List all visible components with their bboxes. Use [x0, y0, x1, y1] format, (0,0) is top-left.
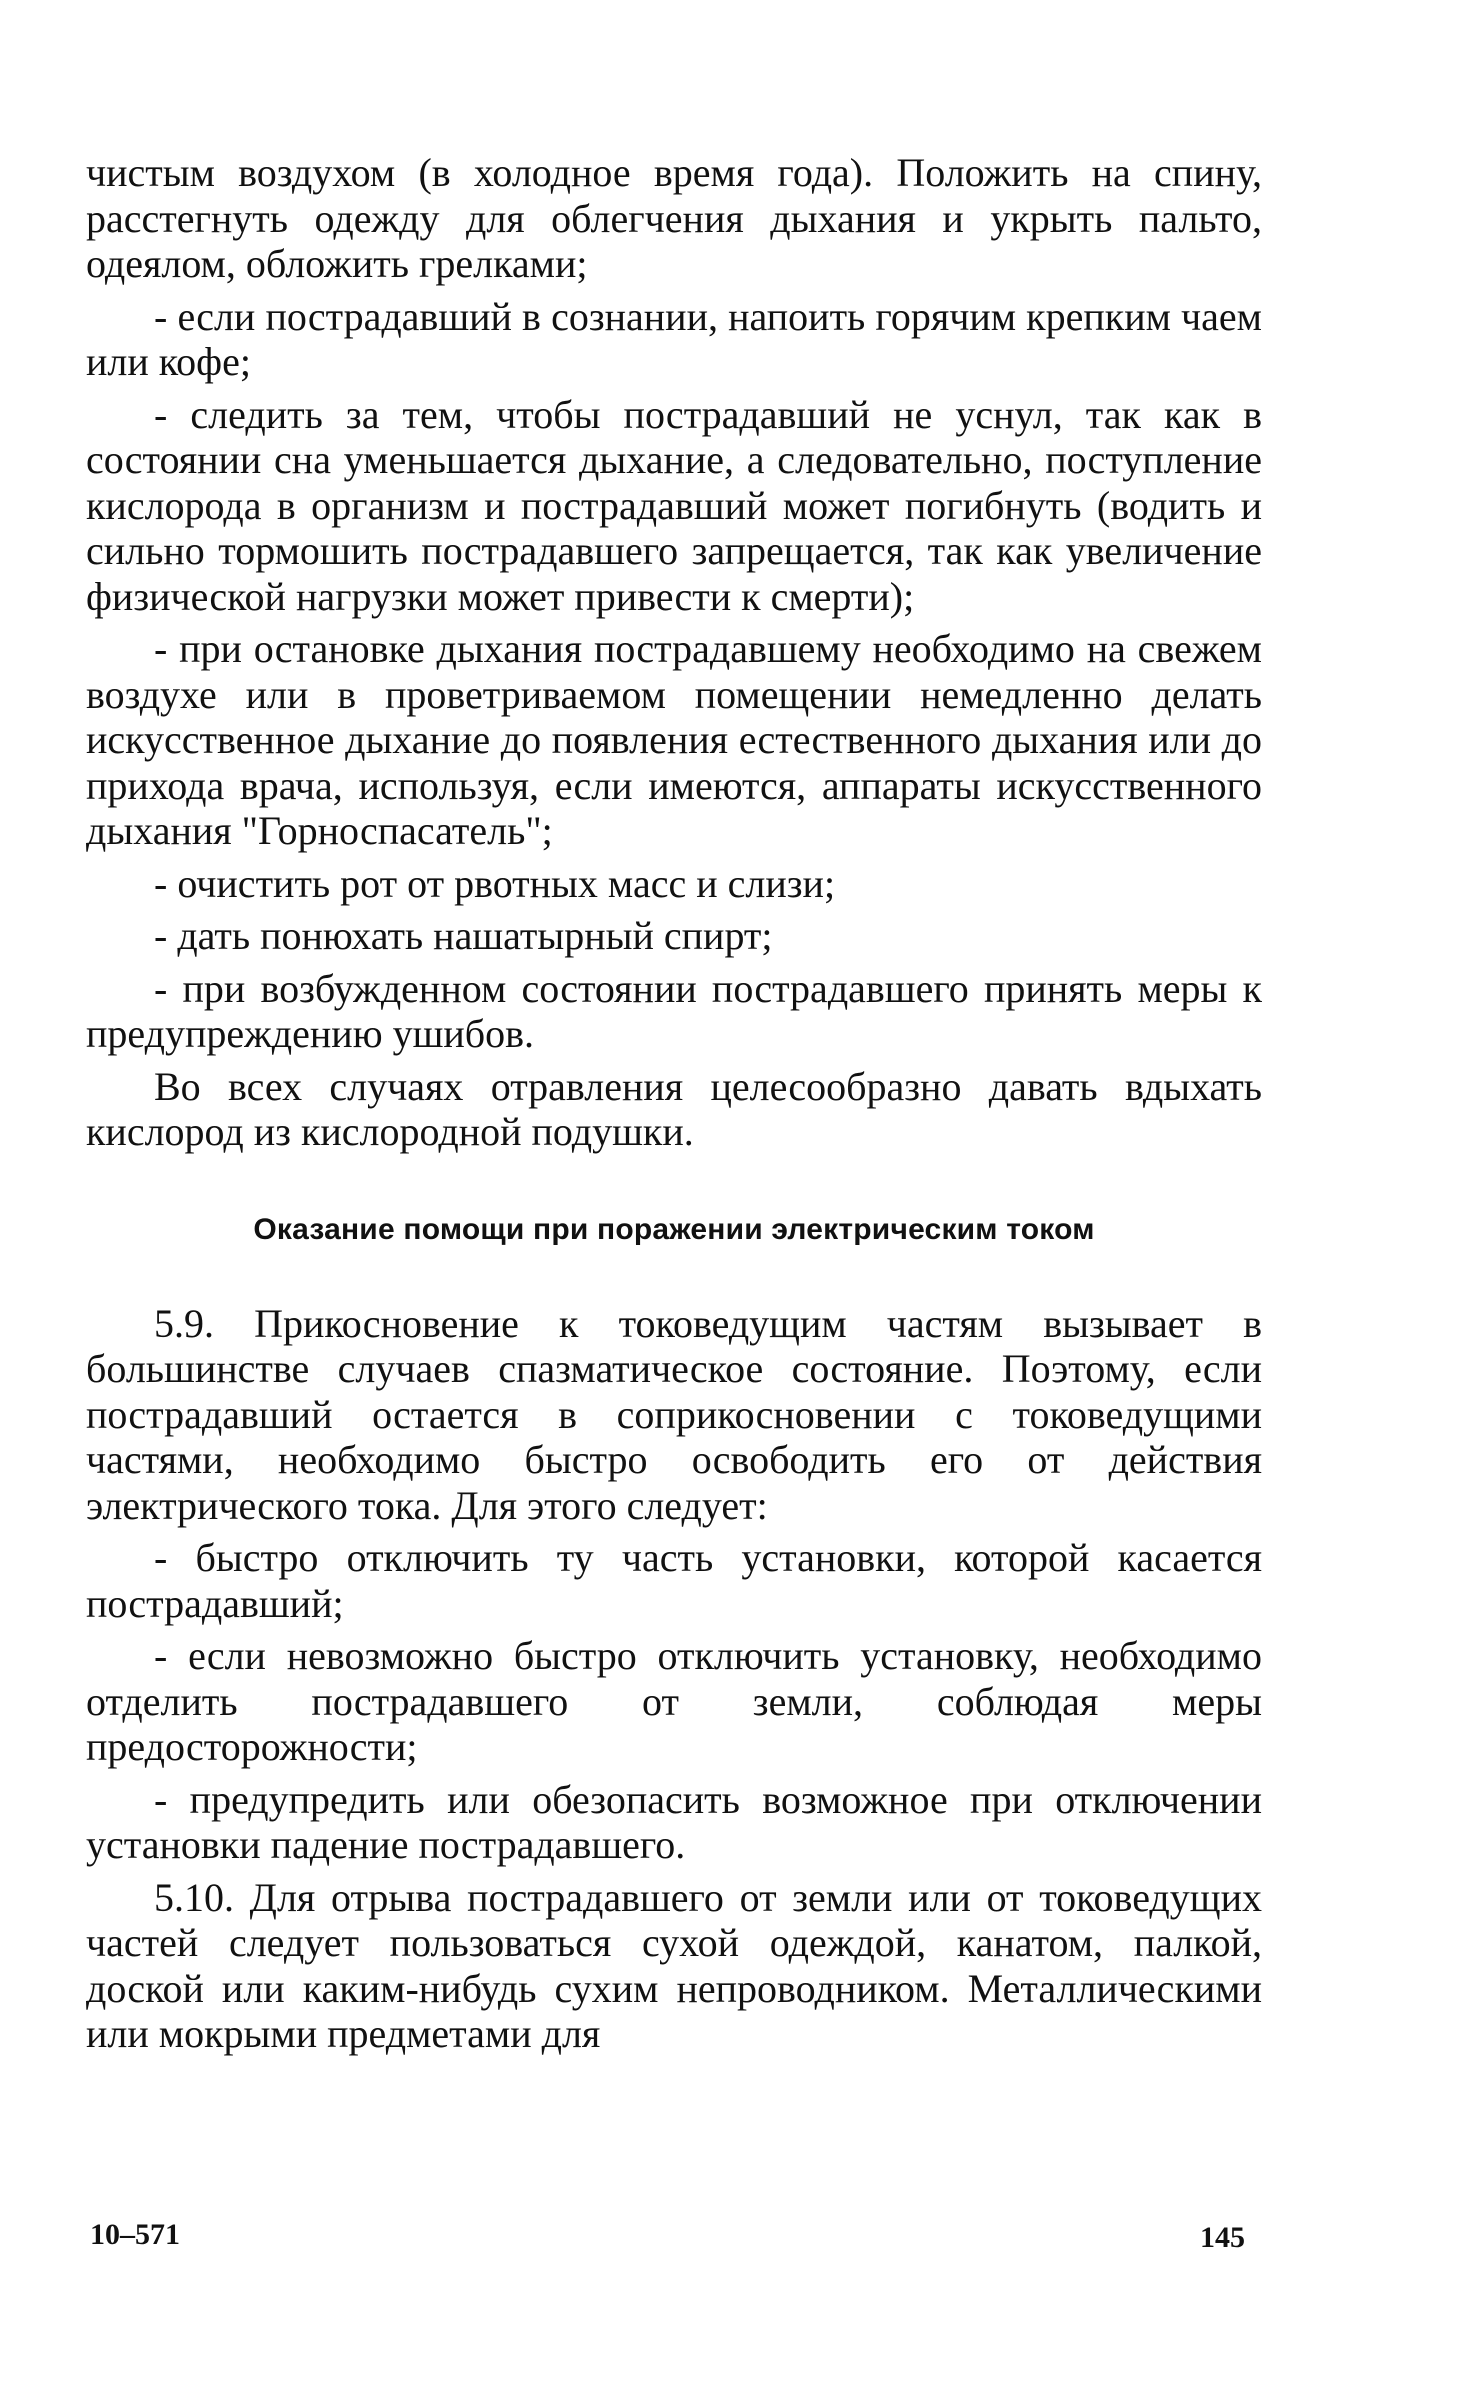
- list-item: - быстро отключить ту часть установки, которой касается пострадавший;: [86, 1535, 1262, 1626]
- paragraph: 5.10. Для отрыва пострадавшего от земли или от токоведущих частей следует пользоваться сухой одеждой, канатом, палкой, доской или каким-нибудь сухим непроводником. Металлическими или мокрыми предметами для: [86, 1874, 1262, 2056]
- signature-mark: 10–571: [90, 2218, 180, 2251]
- page-number: 145: [1200, 2221, 1245, 2254]
- list-item: - очистить рот от рвотных масс и слизи;: [154, 860, 836, 906]
- section-heading: Оказание помощи при поражении электрическим током: [253, 1212, 1095, 1246]
- list-item: - при остановке дыхания пострадавшему необходимо на свежем воздухе или в проветриваемом помещении немедленно делать искусственное дыхание до появления естественного дыхания или до прихода врача, используя, если имеются, аппараты искусственного дыхания "Горноспасатель";: [86, 626, 1262, 853]
- page-body: [86, 150, 1262, 2064]
- list-item: - предупредить или обезопасить возможное при отключении установки падение пострадавшего.: [86, 1776, 1262, 1867]
- list-item: - дать понюхать нашатырный спирт;: [154, 913, 773, 958]
- paragraph: 5.9. Прикосновение к токоведущим частям вызывает в большинстве случаев спазматическое состояние. Поэтому, если пострадавший остается в соприкосновении с токоведущими частями, необходимо быстро освободить его от действия электрического тока. Для этого следует:: [86, 1300, 1262, 1528]
- list-item: - следить за тем, чтобы пострадавший не уснул, так как в состоянии сна уменьшается дыхание, а следовательно, поступление кислорода в организм и пострадавший может погибнуть (водить и сильно тормошить пострадавшего запрещается, так как увеличение физической нагрузки может привести к смерти);: [86, 391, 1262, 619]
- paragraph-continuation: чистым воздухом (в холодное время года). Положить на спину, расстегнуть одежду для облегчения дыхания и укрыть пальто, одеялом, обложить грелками;: [86, 150, 1262, 286]
- list-item: - при возбужденном состоянии пострадавшего принять меры к предупреждению ушибов.: [86, 965, 1262, 1056]
- list-item: - если пострадавший в сознании, напоить горячим крепким чаем или кофе;: [86, 293, 1262, 384]
- paragraph: Во всех случаях отравления целесообразно давать вдыхать кислород из кислородной подушки.: [86, 1063, 1262, 1154]
- list-item: - если невозможно быстро отключить установку, необходимо отделить пострадавшего от земли, соблюдая меры предосторожности;: [86, 1633, 1262, 1769]
